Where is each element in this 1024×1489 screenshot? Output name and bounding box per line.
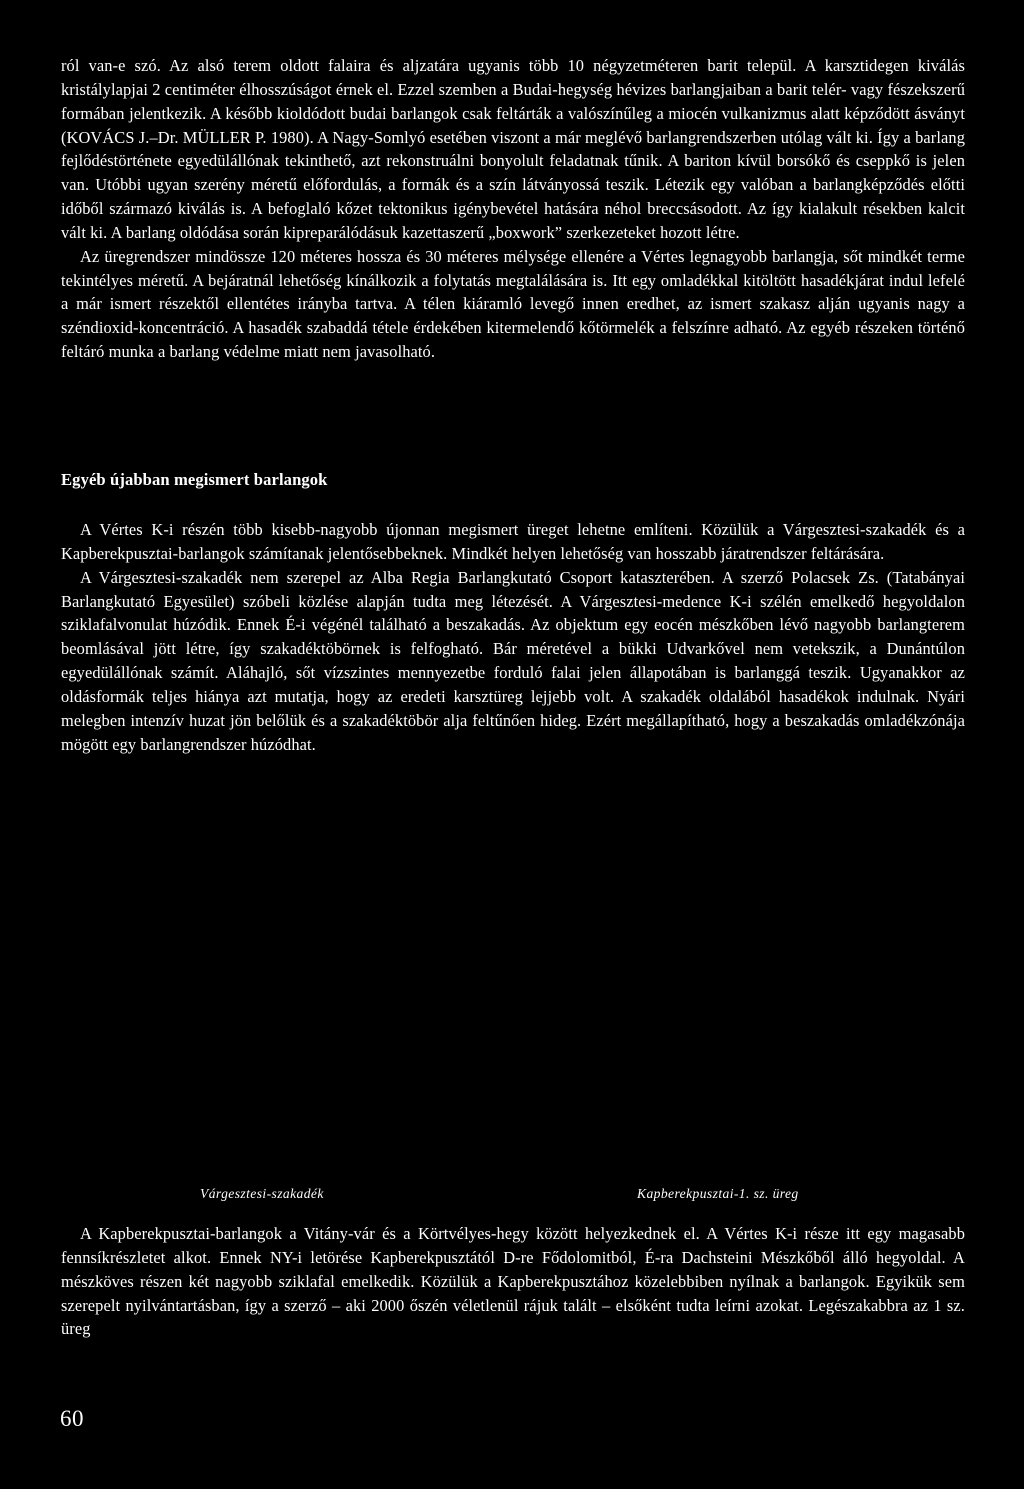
paragraph-vargesztes: A Várgesztesi-szakadék nem szerepel az Alba Regia Barlangkutató Csoport kataszterében. A szerző Polacsek Zs. (Tatabányai Barlangkutató Egyesület) szóbeli közlése alapján tudta meg létezését. A Várgesztesi-medence K-i szélén emelkedő hegyoldalon sziklafalvonulat húzódik. Ennek É-i végénél található a beszakadás. Az objektum egy eocén mészkőben lévő nagyobb barlangterem beomlásával jött létre, így szakadéktöbörnek is felfogható. Bár méretével a bükki Udvarkővel nem vetekszik, a Dunántúlon egyedülállónak számít. Aláhajló, sőt vízszintes mennyezetbe forduló falai jelen állapotában is barlanggá teszik. Ugyanakkor az oldásformák teljes hiánya azt mutatja, hogy az eredeti karsztüreg lejjebb volt. A szakadék oldalából hasadékok indulnak. Nyári melegben intenzív huzat jön belőlük és a szakadéktöbör alja feltűnően hideg. Ezért megállapítható, hogy a beszakadás omladékzónája mögött egy barlangrendszer húzódhat. [61, 567, 965, 754]
figure-area [61, 840, 965, 1180]
bottom-text-block [61, 1222, 965, 1341]
figure-caption-right: Kapberekpusztai-1. sz. üreg [637, 1186, 799, 1201]
page-number: 60 [60, 1406, 84, 1431]
section-heading: Egyéb újabban megismert barlangok [61, 470, 328, 489]
section-text-block [61, 518, 965, 756]
top-text-block [61, 54, 965, 364]
paragraph-kapberek: A Kapberekpusztai-barlangok a Vitány-vár és a Körtvélyes-hegy között helyezkednek el. A Vértes K-i része itt egy magasabb fennsíkrészletet alkot. Ennek NY-i letörése Kapberekpusztától D-re Fődolomitból, É-ra Dachsteini Mészkőből álló hegyoldal. A mészköves részen két nagyobb sziklafal emelkedik. Közülük a Kapberekpusztához közelebbiben nyílnak a barlangok. Egyikük sem szerepelt nyilvántartásban, így a szerző – aki 2000 őszén véletlenül rájuk talált – elsőként tudta leírni azokat. Legészakabbra az 1 sz. üreg [61, 1224, 965, 1339]
figure-caption-left: Várgesztesi-szakadék [200, 1186, 324, 1201]
paragraph-barite: ról van-e szó. Az alsó terem oldott falaira és aljzatára ugyanis több 10 négyzetméteren barit települ. A karsztidegen kiválás kristálylapjai 2 centiméter élhosszúságot érnek el. Ezzel szemben a Budai-hegység hévizes barlangjaiban a barit telér- vagy fészekszerű formában jelentkezik. A később kioldódott budai barlangok csak feltárták a valószínűleg a miocén vulkanizmus alatt képződött ásványt (KOVÁCS J.–Dr. MÜLLER P. 1980). A Nagy-Somlyó esetében viszont a már meglévő barlangrendszerben utólag vált ki. Így a barlang fejlődéstörténete egyedülállónak tekinthető, azt rekonstruálni bonyolult feladatnak tűnik. A bariton kívül borsókő és cseppkő is jelen van. Utóbbi ugyan szerény méretű előfordulás, a formák és a szín látványossá teszik. Létezik egy valóban a barlangképződés előtti időből származó kiválás is. A befoglaló kőzet tektonikus igénybevétel hatására néhol breccsásodott. Az így kialakult résekben kalcit vált ki. A barlang oldódása során kipreparálódásuk kazettaszerű „boxwork” szerkezeteket hozott létre. [61, 56, 965, 242]
paragraph-cave-system: Az üregrendszer mindössze 120 méteres hossza és 30 méteres mélysége ellenére a Vértes legnagyobb barlangja, sőt mindkét terme tekintélyes méretű. A bejáratnál lehetőség kínálkozik a folytatás megtalálására is. Itt egy omladékkal kitöltött hasadékjárat indul lefelé a már ismert részektől ellentétes irányba tartva. A télen kiáramló levegő innen eredhet, az ismert szakasz alján ugyanis nagy a széndioxid-koncentráció. A hasadék szabaddá tétele érdekében kitermelendő kőtörmelék a felszínre adható. Az egyéb részeken történő feltáró munka a barlang védelme miatt nem javasolható. [61, 246, 965, 362]
paragraph-intro: A Vértes K-i részén több kisebb-nagyobb újonnan megismert üreget lehetne említeni. Közülük a Várgesztesi-szakadék és a Kapberekpusztai-barlangok számítanak jelentősebbeknek. Mindkét helyen lehetőség van hosszabb járatrendszer feltárására. [61, 520, 965, 563]
